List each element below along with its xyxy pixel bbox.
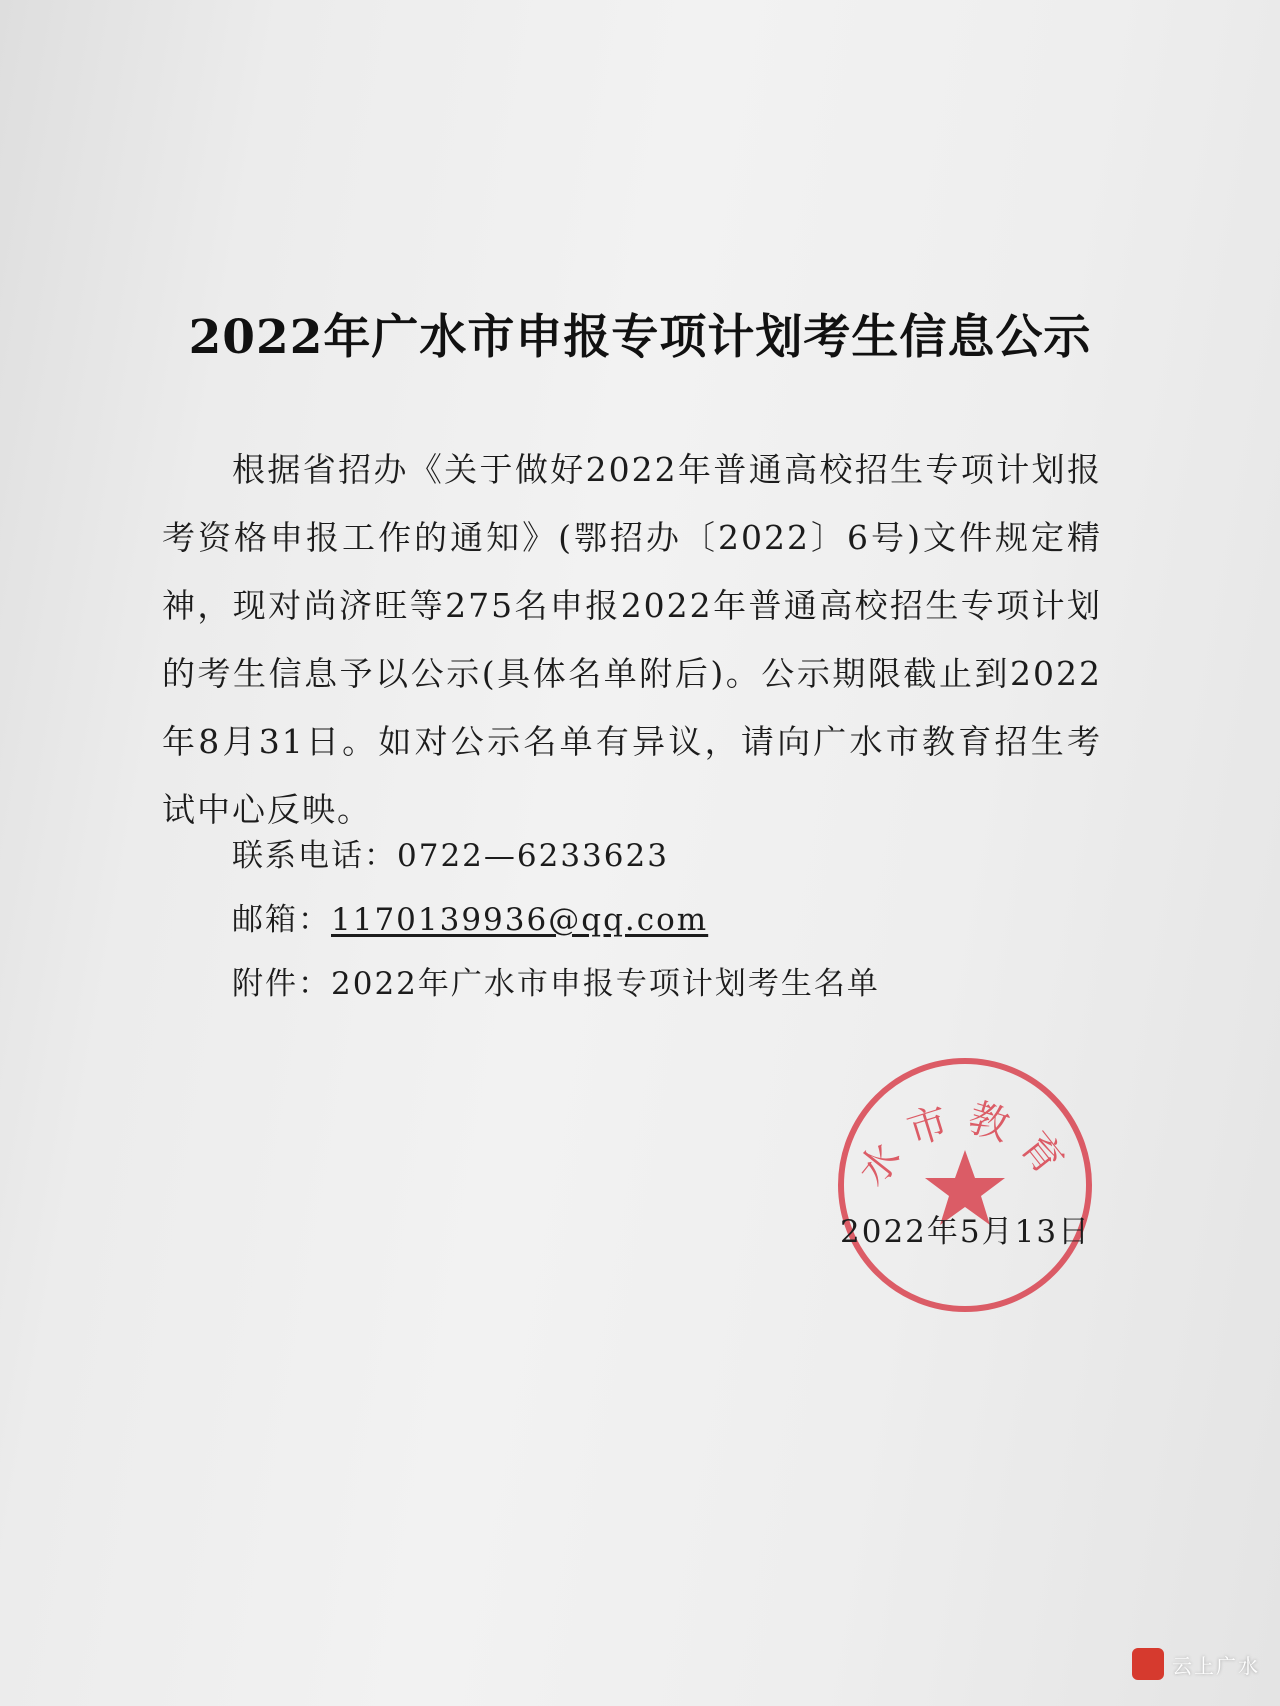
contact-phone: 0722—6233623: [397, 838, 669, 874]
document-date: 2022年5月13日: [840, 1214, 1092, 1250]
document-title: 2022年广水市申报专项计划考生信息公示: [188, 310, 1092, 365]
watermark: [1132, 1648, 1260, 1680]
email-label: 邮箱：: [232, 902, 331, 938]
email-value: 1170139936@qq.com: [331, 902, 709, 938]
attachment-value: 2022年广水市申报专项计划考生名单: [331, 966, 880, 1002]
notice-paragraph: 根据省招办《关于做好2022年普通高校招生专项计划报考资格申报工作的通知》(鄂招办〔2022〕6号)文件规定精神，现对尚济旺等275名申报2022年普通高校招生专项计划的考生信息予以公示(具体名单附后)。公示期限截止到2022年8月31日。如对公示名单有异议，请向广水市教育招生考试中心反映。: [162, 450, 1102, 829]
contact-label: 联系电话：: [232, 838, 397, 874]
watermark-text: 云上广水: [1172, 1653, 1260, 1678]
watermark-logo-icon: [1132, 1648, 1164, 1680]
document-body: [162, 436, 1102, 844]
seal-text: 水市教育: [849, 1094, 1081, 1195]
email-line: [232, 894, 708, 939]
contact-line: [232, 830, 669, 875]
attachment-line: [232, 958, 880, 1003]
official-seal-stamp: [830, 1050, 1100, 1320]
attachment-label: 附件：: [232, 966, 331, 1002]
